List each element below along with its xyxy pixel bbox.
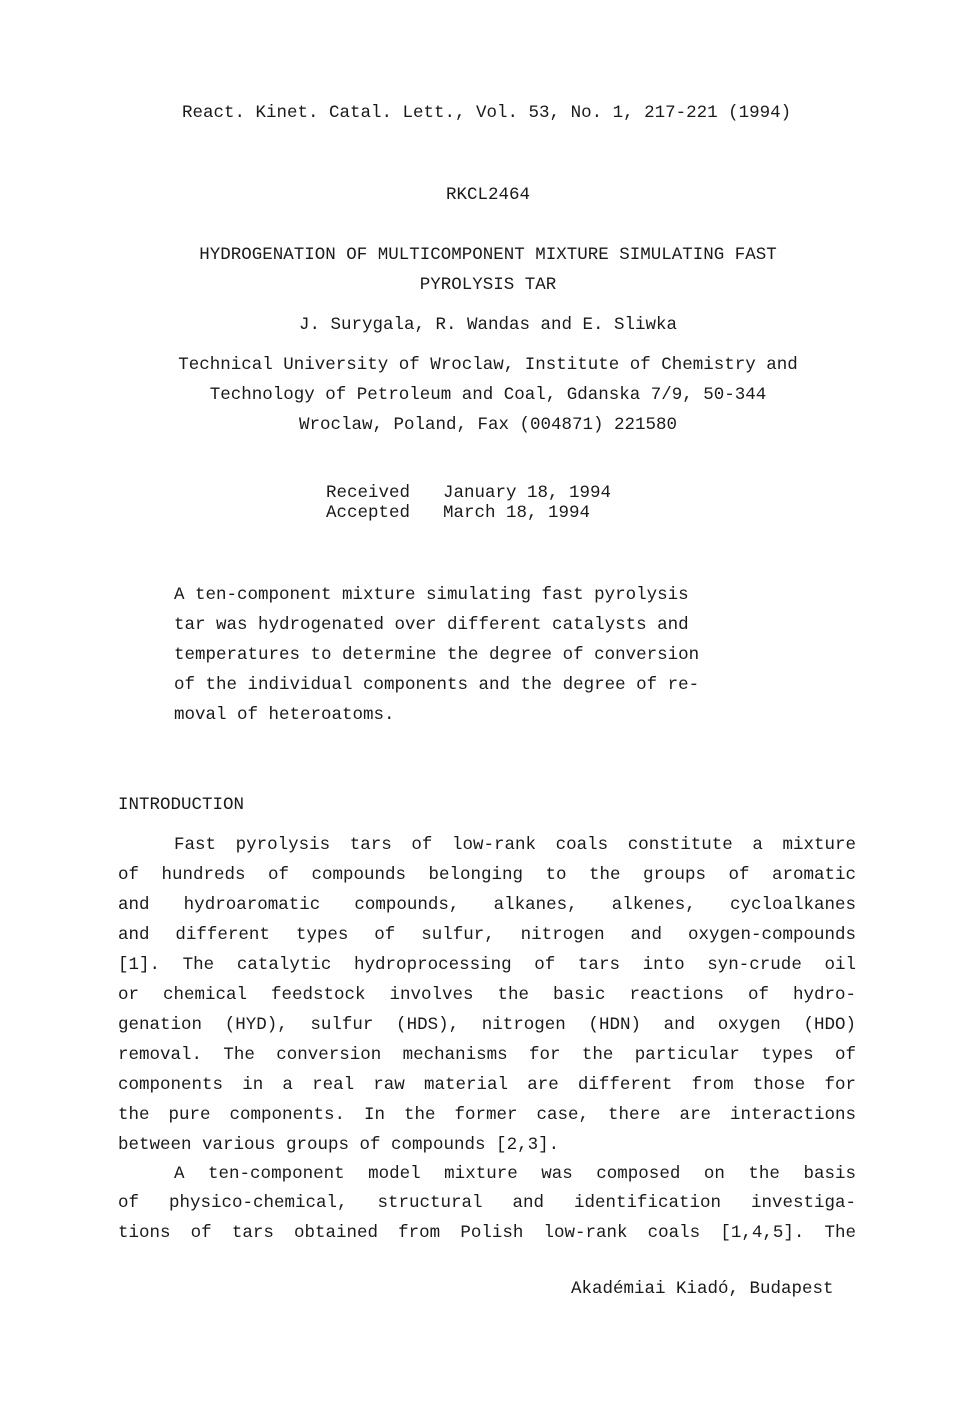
body-line: and different types of sulfur, nitrogen and oxygen-compounds	[118, 925, 856, 945]
section-heading: INTRODUCTION	[118, 795, 245, 815]
title-line: PYROLYSIS TAR	[419, 275, 557, 295]
body-line: between various groups of compounds [2,3].	[118, 1135, 560, 1155]
article-code: RKCL2464	[445, 185, 530, 205]
abstract-line: A ten-component mixture simulating fast pyrolysis	[174, 585, 689, 605]
accepted-date: March 18, 1994	[443, 503, 591, 523]
abstract-line: temperatures to determine the degree of conversion	[174, 645, 700, 665]
body-line: of hundreds of compounds belonging to the groups of aromatic	[118, 865, 856, 885]
body-line: A ten-component model mixture was composed on the basis	[174, 1164, 856, 1184]
authors: J. Surygala, R. Wandas and E. Sliwka	[298, 315, 678, 335]
body-line: tions of tars obtained from Polish low-rank coals [1,4,5]. The	[118, 1223, 856, 1243]
accepted-label: Accepted	[326, 503, 411, 523]
body-line: Fast pyrolysis tars of low-rank coals constitute a mixture	[174, 835, 856, 855]
received-label: Received	[326, 483, 411, 503]
citation: React. Kinet. Catal. Lett., Vol. 53, No. 1, 217-221 (1994)	[182, 103, 792, 123]
abstract-line: tar was hydrogenated over different catalysts and	[174, 615, 689, 635]
affiliation-line: Technology of Petroleum and Coal, Gdanska 7/9, 50-344	[209, 385, 767, 405]
body-line: components in a real raw material are different from those for	[118, 1075, 856, 1095]
body-line: removal. The conversion mechanisms for the particular types of	[118, 1045, 856, 1065]
publisher: Akadémiai Kiadó, Budapest	[571, 1279, 834, 1299]
abstract-line: of the individual components and the degree of re-	[174, 675, 700, 695]
title-line: HYDROGENATION OF MULTICOMPONENT MIXTURE SIMULATING FAST	[199, 245, 777, 265]
body-line: and hydroaromatic compounds, alkanes, alkenes, cycloalkanes	[118, 895, 856, 915]
body-line: [1]. The catalytic hydroprocessing of tars into syn-crude oil	[118, 955, 856, 975]
affiliation-line: Wroclaw, Poland, Fax (004871) 221580	[298, 415, 678, 435]
body-line: genation (HYD), sulfur (HDS), nitrogen (HDN) and oxygen (HDO)	[118, 1015, 856, 1035]
body-line: or chemical feedstock involves the basic reactions of hydro-	[118, 985, 856, 1005]
affiliation-line: Technical University of Wroclaw, Institute of Chemistry and	[178, 355, 798, 375]
abstract-line: moval of heteroatoms.	[174, 705, 395, 725]
received-date: January 18, 1994	[443, 483, 612, 503]
body-line: the pure components. In the former case, there are interactions	[118, 1105, 856, 1125]
body-line: of physico-chemical, structural and identification investiga-	[118, 1193, 856, 1213]
